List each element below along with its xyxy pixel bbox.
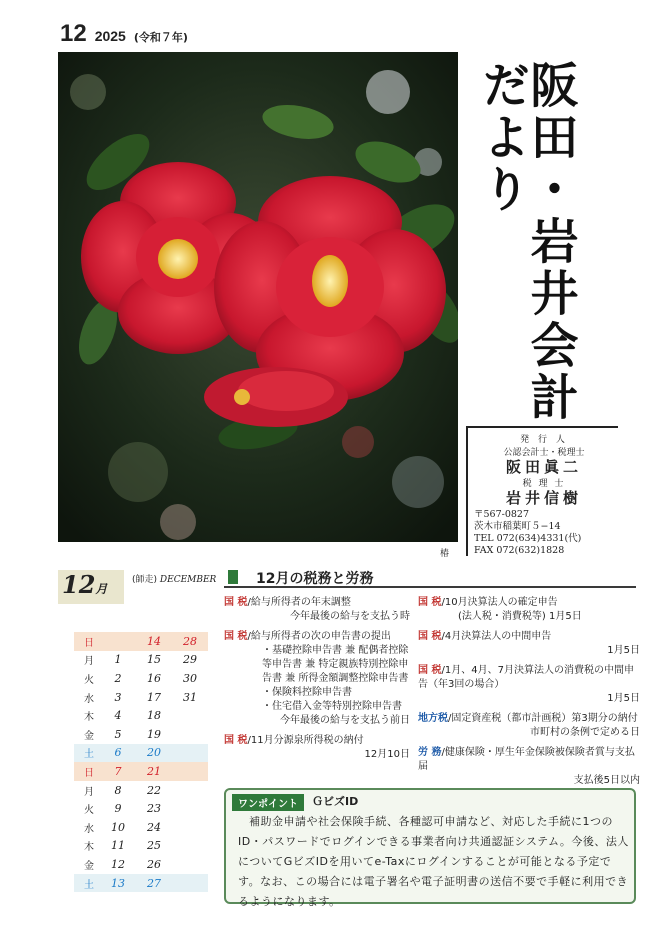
calendar-day: 9: [114, 802, 122, 816]
tax-item-due: 市町村の条例で定める日: [530, 727, 640, 738]
calendar-row: [74, 632, 208, 651]
calendar-row: [74, 762, 208, 781]
tax-subitem: ・保険料控除申告書: [262, 687, 352, 698]
calendar-header: [58, 568, 217, 608]
calendar-weekday: 木: [84, 842, 94, 854]
calendar-day: 14: [147, 634, 161, 648]
calendar-day: 25: [147, 839, 161, 853]
tax-item: 国 税/11月分源泉所得税の納付 12月10日: [224, 735, 410, 760]
publisher-label: 発 行 人: [520, 435, 568, 445]
calendar-month: [58, 570, 124, 604]
tax-list-left: [224, 596, 410, 768]
tax-item: 労 務/健康保険・厚生年金保険被保険者賞与支払届 支払後5日以内: [418, 747, 640, 786]
calendar-day: 15: [147, 653, 161, 667]
tax-section-title: 12月の税務と労務: [256, 571, 374, 587]
calendar-weekday: 日: [84, 767, 94, 779]
photo-caption: 椿: [440, 549, 450, 559]
calendar-weekday: 土: [84, 749, 94, 761]
calendar-day: 8: [114, 783, 122, 797]
calendar-weekday: 木: [84, 712, 94, 724]
calendar-weekday: 月: [84, 786, 94, 798]
tax-category: 国 税: [224, 631, 248, 642]
calendar-day: 26: [147, 857, 161, 871]
calendar-subtitle: [132, 572, 216, 585]
calendar-day: 10: [111, 820, 125, 834]
tax-category: 国 税: [418, 597, 442, 608]
tax-list-right: [418, 596, 640, 794]
tax-item-text: 11月分源泉所得税の納付: [250, 735, 364, 746]
calendar-row: [74, 669, 208, 688]
calendar-day: 2: [114, 671, 122, 685]
tax-item-text: 4月決算法人の中間申告: [444, 631, 552, 642]
section-marker: [228, 570, 238, 584]
calendar-day: 29: [183, 653, 197, 667]
tax-item: 国 税/給与所得者の年末調整 今年最後の給与を支払う時: [224, 597, 410, 622]
tax-item-due: 今年最後の給与を支払う前日: [280, 715, 410, 726]
postal-code: 〒567-0827: [474, 509, 530, 520]
tax-item-due: 1月5日: [607, 693, 640, 704]
calendar-weekday: 金: [84, 730, 94, 742]
calendar-row: [74, 706, 208, 725]
tax-category: 国 税: [224, 735, 248, 746]
tax-item-due: 12月10日: [364, 749, 410, 760]
calendar-day: 11: [111, 839, 125, 853]
calendar-day: 21: [147, 764, 161, 778]
calendar-row: [74, 651, 208, 670]
onepoint-box: [224, 788, 636, 908]
calendar-row: [74, 688, 208, 707]
publisher-box: [466, 426, 618, 556]
tax-category: 国 税: [224, 597, 248, 608]
calendar-day: 18: [147, 709, 161, 723]
onepoint-body: 補助金申請や社会保険手続、各種認可申請など、対応した手続に1つのID・パスワードでログインできる事業者向け共通認証システム。今後、法人についてGビズIDを用いてe-Taxにログインすることが可能となる予定です。なお、この場合には電子署名や電子証明書の送信不要で手軽に利用できるようになります。: [238, 815, 629, 908]
calendar-weekday: 水: [84, 823, 94, 835]
calendar-row: [74, 874, 208, 893]
calendar-day: 24: [147, 820, 161, 834]
tax-category: 国 税: [418, 665, 442, 676]
tax-item-text: 固定資産税（都市計画税）第3期分の納付: [451, 713, 638, 724]
calendar-day: 20: [147, 746, 161, 760]
tax-item: 国 税/給与所得者の次の申告書の提出 ・基礎控除申告書 兼 配偶者控除等申告書 兼 特定親族特別控除申告書 兼 所得金額調整控除申告書 ・保険料控除申告書 ・住宅借入金等特別控除申告書 今年最後の給与を支払う前日: [224, 631, 410, 726]
telephone: TEL 072(634)4331(代): [474, 533, 582, 544]
publisher-address: [474, 509, 614, 557]
tax-item: 国 税/10月決算法人の確定申告 (法人税・消費税等) 1月5日: [418, 596, 640, 624]
tax-subitem: ・住宅借入金等特別控除申告書: [262, 701, 402, 712]
calendar-english: DECEMBER: [159, 575, 217, 585]
tax-item: 国 税/1月、4月、7月決算法人の消費税の中間申告（年3回の場合） 1月5日: [418, 665, 640, 704]
calendar-weekday: 日: [84, 637, 94, 649]
calendar-old-name: (師走): [132, 575, 158, 585]
calendar-row: [74, 725, 208, 744]
tax-item-detail: (法人税・消費税等) 1月5日: [458, 611, 582, 622]
camellia-photo: [58, 52, 458, 542]
calendar-weekday: 土: [84, 879, 94, 891]
tax-item-text: 10月決算法人の確定申告: [444, 597, 558, 608]
calendar-month-suffix: 月: [95, 582, 108, 596]
onepoint-title: ＧビズID: [312, 795, 359, 808]
street-address: 茨木市稲葉町５−14: [474, 521, 561, 532]
tax-category: 国 税: [418, 631, 442, 642]
masthead: [470, 60, 610, 432]
calendar-row: [74, 837, 208, 856]
calendar-row: [74, 855, 208, 874]
calendar-day: 13: [111, 876, 125, 890]
calendar-row: [74, 799, 208, 818]
calendar-day: 31: [183, 690, 197, 704]
calendar-day: 27: [147, 876, 161, 890]
tax-category: 地方税: [418, 713, 448, 724]
tax-section-header: [224, 568, 636, 588]
tax-item-text: 給与所得者の次の申告書の提出: [250, 631, 391, 642]
publisher-role-1: 公認会計士・税理士: [503, 448, 585, 458]
tax-item-due: 1月5日: [607, 645, 640, 656]
calendar-weekday: 水: [84, 693, 94, 705]
calendar-day: 23: [147, 802, 161, 816]
tax-item: 国 税/4月決算法人の中間申告 1月5日: [418, 631, 640, 656]
tax-subitem: ・基礎控除申告書 兼 配偶者控除等申告書 兼 特定親族特別控除申告書 兼 所得金額調整控除申告書: [262, 645, 409, 684]
calendar-day: 5: [114, 727, 122, 741]
issue-number: 12: [60, 20, 87, 47]
issue-era: (令和７年): [133, 31, 188, 44]
calendar-day: 30: [183, 671, 197, 685]
tax-item: 地方税/固定資産税（都市計画税）第3期分の納付 市町村の条例で定める日: [418, 713, 640, 738]
publisher-name-2: 岩井信樹: [505, 489, 582, 507]
calendar-weekday: 火: [84, 805, 94, 817]
calendar-row: [74, 818, 208, 837]
calendar-day: 22: [147, 783, 161, 797]
onepoint-tag: ワンポイント: [232, 794, 304, 811]
calendar-weekday: 月: [84, 656, 94, 668]
tax-item-text: 健康保険・厚生年金保険被保険者賞与支払届: [418, 747, 635, 772]
camellia-illustration: [58, 52, 458, 542]
calendar-day: 16: [147, 671, 161, 685]
calendar-day: 1: [114, 653, 122, 667]
fax: FAX 072(632)1828: [474, 545, 565, 556]
calendar-day: 12: [111, 857, 125, 871]
issue-header: [60, 20, 188, 48]
calendar-weekday: 火: [84, 674, 94, 686]
calendar-day: 28: [183, 634, 197, 648]
issue-year: 2025: [94, 28, 126, 44]
calendar-day: 19: [147, 727, 161, 741]
tax-item-text: 給与所得者の年末調整: [250, 597, 351, 608]
calendar-day: 4: [114, 709, 122, 723]
calendar-day: 6: [114, 746, 122, 760]
tax-item-due: 支払後5日以内: [573, 775, 640, 786]
publisher-role-2: 税 理 士: [522, 479, 566, 489]
calendar-row: [74, 781, 208, 800]
newsletter-title: 阪田・岩井会計だより: [474, 60, 578, 424]
tax-item-due: 今年最後の給与を支払う時: [290, 611, 410, 622]
calendar-day: 3: [114, 690, 122, 704]
calendar-row: [74, 744, 208, 763]
publisher-name-1: 阪田眞二: [505, 458, 582, 476]
calendar-day: 17: [147, 690, 161, 704]
calendar-day: 7: [114, 764, 122, 778]
tax-item-text: 1月、4月、7月決算法人の消費税の中間申告（年3回の場合）: [418, 665, 634, 690]
calendar-month-number: 12: [62, 570, 96, 599]
calendar-grid: [74, 632, 208, 892]
calendar-weekday: 金: [84, 860, 94, 872]
tax-category: 労 務: [418, 747, 442, 758]
